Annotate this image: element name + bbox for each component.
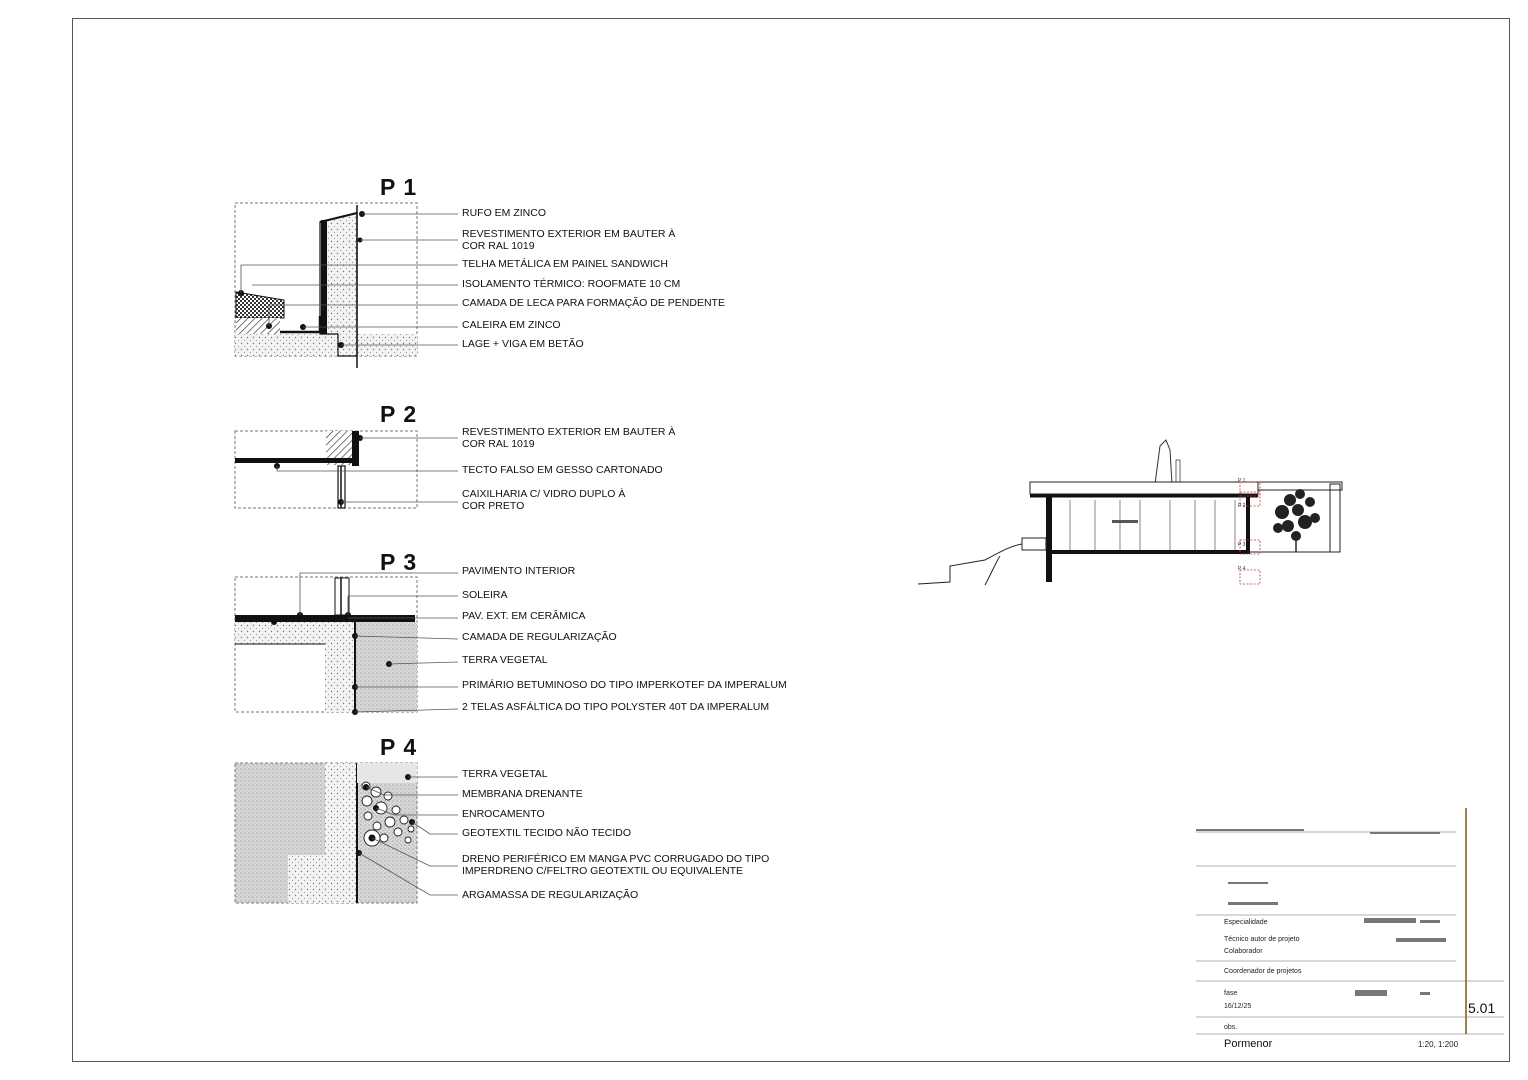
p4-label-enrocamento: ENROCAMENTO (462, 808, 545, 820)
p1-label-telha: TELHA METÁLICA EM PAINEL SANDWICH (462, 258, 668, 270)
p3-label-telas: 2 TELAS ASFÁLTICA DO TIPO POLYSTER 40T DA IMPERALUM (462, 701, 770, 713)
p3-label-regularizacao: CAMADA DE REGULARIZAÇÃO (462, 631, 617, 643)
building-section (918, 440, 1342, 585)
title-block-tecnico: Técnico autor de projeto (1224, 936, 1300, 943)
detail-title-p4: P 4 (380, 734, 418, 760)
p3-label-pavimento: PAVIMENTO INTERIOR (462, 565, 576, 577)
p1-label-isolamento: ISOLAMENTO TÉRMICO: ROOFMATE 10 CM (462, 278, 681, 290)
p3-label-terra: TERRA VEGETAL (462, 654, 548, 666)
section-marker-p4: P 4 (1238, 566, 1246, 572)
p4-label-membrana: MEMBRANA DRENANTE (462, 788, 583, 800)
p1-label-lage: LAGE + VIGA EM BETÃO (462, 338, 584, 350)
p4-label-dreno: DRENO PERIFÉRICO EM MANGA PVC CORRUGADO DO TIPO IMPERDRENO C/FELTRO GEOTEXTIL OU EQUIVALENTE (462, 853, 770, 877)
section-marker-p3: P 3 (1238, 542, 1246, 548)
p3-label-soleira: SOLEIRA (462, 589, 508, 601)
p4-label-geotextil: GEOTEXTIL TECIDO NÃO TECIDO (462, 827, 631, 839)
detail-p2-drawing (235, 431, 458, 508)
section-marker-p1: P 1 (1238, 478, 1246, 484)
p3-label-pav-ext: PAV. EXT. EM CERÂMICA (462, 610, 586, 622)
detail-title-p3: P 3 (380, 549, 418, 575)
section-marker-p2: P 2 (1238, 503, 1246, 509)
p2-label-caixilharia: CAIXILHARIA C/ VIDRO DUPLO À COR PRETO (462, 488, 626, 512)
sheet-number: 5.01 (1468, 1000, 1496, 1016)
p1-label-revestimento: REVESTIMENTO EXTERIOR EM BAUTER À COR RAL 1019 (462, 228, 676, 252)
p1-label-caleira: CALEIRA EM ZINCO (462, 319, 561, 331)
p4-label-terra: TERRA VEGETAL (462, 768, 548, 780)
p4-label-argamassa: ARGAMASSA DE REGULARIZAÇÃO (462, 889, 639, 901)
p2-label-tecto: TECTO FALSO EM GESSO CARTONADO (462, 464, 663, 476)
detail-p1-drawing (235, 203, 458, 368)
p1-label-rufo: RUFO EM ZINCO (462, 207, 546, 219)
detail-p3-drawing (235, 573, 458, 715)
title-block-fase: fase (1224, 990, 1238, 997)
detail-title-p2: P 2 (380, 401, 418, 427)
p3-label-primario: PRIMÁRIO BETUMINOSO DO TIPO IMPERKOTEF DA IMPERALUM (462, 679, 787, 691)
detail-title-p1: P 1 (380, 174, 418, 200)
p1-label-leca: CAMADA DE LECA PARA FORMAÇÃO DE PENDENTE (462, 297, 725, 309)
drawing-name: Pormenor (1224, 1038, 1273, 1050)
title-block-date: 16/12/25 (1224, 1003, 1252, 1010)
title-block-colaborador: Colaborador (1224, 948, 1263, 955)
drawing-scale: 1:20, 1:200 (1418, 1040, 1459, 1049)
title-block-coordenador: Coordenador de projetos (1224, 968, 1302, 975)
detail-p4-drawing (235, 763, 458, 903)
title-block-especialidade: Especialidade (1224, 919, 1268, 926)
p2-label-revestimento: REVESTIMENTO EXTERIOR EM BAUTER À COR RAL 1019 (462, 426, 676, 450)
title-block-obs: obs. (1224, 1024, 1238, 1031)
